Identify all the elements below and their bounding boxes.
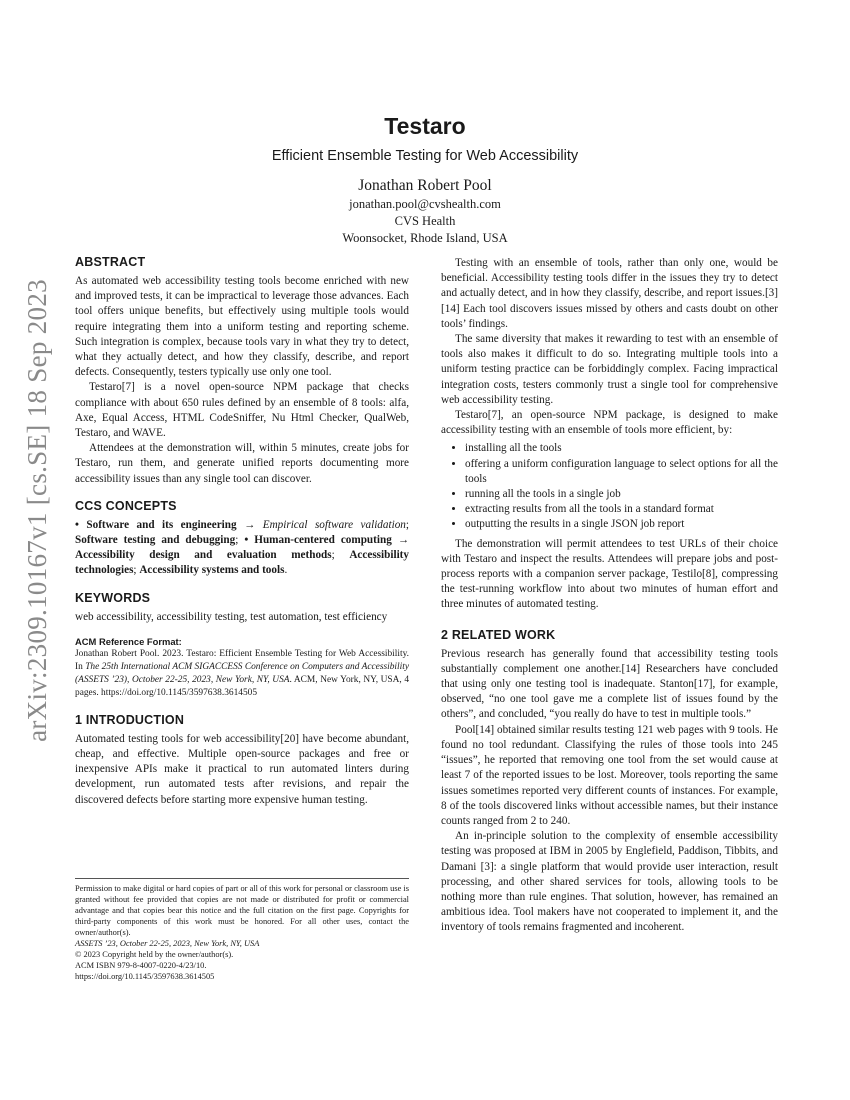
reference-format-heading: ACM Reference Format: xyxy=(75,635,182,647)
list-item: • running all the tools in a single job xyxy=(465,487,778,502)
introduction-paragraph-1: Automated testing tools for web accessibility[20] have become abundant, cheap, and effective. Multiple open-source packages and free or inexpensive APIs make it practical to run automated linters during development, run automated tests after revisions, and repair the discovered defects before starting more expensive human testing. xyxy=(75,732,409,806)
related-work-paragraph-2: Pool[14] obtained similar results testing 121 web pages with 9 tools. He found no tool redundant. Classifying the rules of those tools into 245 “issues”, he reported that removing one tool from the set would cause at least 7 of the reported issues to be lost. Moreover, tools reporting the same issues sometimes reported very different counts of instances. For example, 8 of the tools discovered links without accessible names, but their instance counts ranged from 2 to 240. xyxy=(441,723,778,827)
ccs-concepts: • Software and its engineering → Empirical software validation; Software testing and debugging; • Human-centered computing → Accessibility design and evaluation methods; Accessibility technologies; Accessibility systems and tools. xyxy=(75,518,410,577)
related-work-paragraph-3: An in-principle solution to the complexity of ensemble accessibility testing was proposed at IBM in 2005 by Englefield, Paddison, Tibbits, and Damani [3]: a single platform that would provide user interaction, result processing, and other shared services for tools, allowing tools to be nothing more than rule engines. That solution, however, has remained an ambitious idea. Tool makers have not cooperated to implement it, and the inventory of tools remains fragmented and incoherent. xyxy=(441,830,778,934)
introduction-heading: 1 INTRODUCTION xyxy=(75,712,185,727)
keywords-heading: KEYWORDS xyxy=(75,590,151,605)
permission-text: Permission to make digital or hard copies of part or all of this work for personal or classroom use is granted without fee provided that copies are not made or distributed for profit or commercial advantage and that copies bear this notice and the full citation on the first page. Copyrights for third-party components of this work must be honored. For all other uses, contact the owner/author(s). xyxy=(75,884,409,937)
related-work-paragraph-1: Previous research has generally found that accessibility testing tools substantially complement one another.[14] Researchers have concluded that using only one testing tool is inadequate. Stanton[17], for example, observed, “no one tool gave me a complete list of issues found by the others”, and concluded, “you really do have to test in multiple tools.” xyxy=(441,647,778,721)
paper-header xyxy=(0,110,850,247)
right-paragraph-4: The demonstration will permit attendees to test URLs of their choice with Testaro and inspect the results. Attendees will prepare jobs and post-process reports with a companion server package, Testilo[8], compressing the test-running workflow into about two minutes of human effort and three minutes of automated testing. xyxy=(441,537,778,611)
footnote-isbn: ACM ISBN 979-8-4007-0220-4/23/10. xyxy=(75,961,207,970)
keywords-text: web accessibility, accessibility testing, test automation, test efficiency xyxy=(75,610,388,623)
paper-subtitle: Efficient Ensemble Testing for Web Accessibility xyxy=(271,148,579,164)
abstract-paragraph-2: Testaro[7] is a novel open-source NPM package that checks compliance with about 650 rules defined by an ensemble of 8 tools: alfa, Axe, Equal Access, HTML CodeSniffer, Nu Html Checker, QualWeb, Testaro, and WAVE. xyxy=(75,381,409,440)
abstract-paragraph-3: Attendees at the demonstration will, within 5 minutes, create jobs for Testaro, run them, and generate unified reports documenting more accessibility issues than any single tool can discover. xyxy=(75,442,409,485)
right-paragraph-3: Testaro[7], an open-source NPM package, is designed to make accessibility testing with an ensemble of tools more efficient, by: xyxy=(441,409,778,437)
footnote-venue: ASSETS ’23, October 22-25, 2023, New York, NY, USA xyxy=(75,939,260,948)
footnote-copyright: © 2023 Copyright held by the owner/author(s). xyxy=(75,950,234,959)
arxiv-identifier: arXiv:2309.10167v1 [cs.SE] 18 Sep 2023 xyxy=(21,278,52,742)
arxiv-sidebar xyxy=(17,265,57,755)
author-organization: CVS Health xyxy=(394,214,456,228)
right-paragraph-1: Testing with an ensemble of tools, rather than only one, would be beneficial. Accessibility testing tools differ in the issues they try to detect and actually detect, and in how they classify, describe, and report issues.[3][14] Each tool discovers issues missed by others and casts doubt on other tools’ findings. xyxy=(441,257,778,330)
paper-title: Testaro xyxy=(384,113,466,139)
list-item: • installing all the tools xyxy=(465,441,778,456)
feature-list xyxy=(441,441,778,532)
list-item: • outputting the results in a single JSON job report xyxy=(465,517,778,532)
acm-reference-format: ACM Reference Format: Jonathan Robert Pool. 2023. Testaro: Efficient Ensemble Testing for Web Accessibility. In The 25th International ACM SIGACCESS Conference on Computers and Accessibility (ASSETS ’23), October 22-25, 2023, New York, NY, USA. ACM, New York, NY, USA, 4 pages. https://doi.org/10.1145/3597638.3614505 xyxy=(75,635,410,698)
right-paragraph-2: The same diversity that makes it rewarding to test with an ensemble of tools also makes it difficult to do so. Integrating multiple tools into a uniform testing practice can be forbiddingly complex. Facing impractical integration costs, testers commonly trust a single tool for comprehensive web accessibility testing. xyxy=(441,333,778,406)
left-column xyxy=(75,254,409,808)
footnote-doi: https://doi.org/10.1145/3597638.3614505 xyxy=(75,972,215,981)
related-work-heading: 2 RELATED WORK xyxy=(441,627,556,642)
author-name: Jonathan Robert Pool xyxy=(358,177,492,194)
list-item: • extracting results from all the tools in a standard format xyxy=(465,502,778,517)
ccs-heading: CCS CONCEPTS xyxy=(75,498,177,513)
right-column xyxy=(441,256,778,936)
author-location: Woonsocket, Rhode Island, USA xyxy=(342,231,508,245)
list-item: • offering a uniform configuration language to select options for all the tools xyxy=(465,457,778,487)
permission-footnote xyxy=(75,878,409,982)
abstract-paragraph-1: As automated web accessibility testing tools become enriched with new and improved tests, it can be impractical to leverage those advances. Each tool offers unique benefits, but effectively using multiple tools would require integrating them into a uniform testing and reporting scheme. Such integration is complex, because tools vary in what they try to detect, what they actually detect, and how they classify, describe, and report defects. Consequently, testers typically use only one tool. xyxy=(75,275,409,379)
author-email: jonathan.pool@cvshealth.com xyxy=(349,197,501,211)
abstract-heading: ABSTRACT xyxy=(75,255,146,269)
